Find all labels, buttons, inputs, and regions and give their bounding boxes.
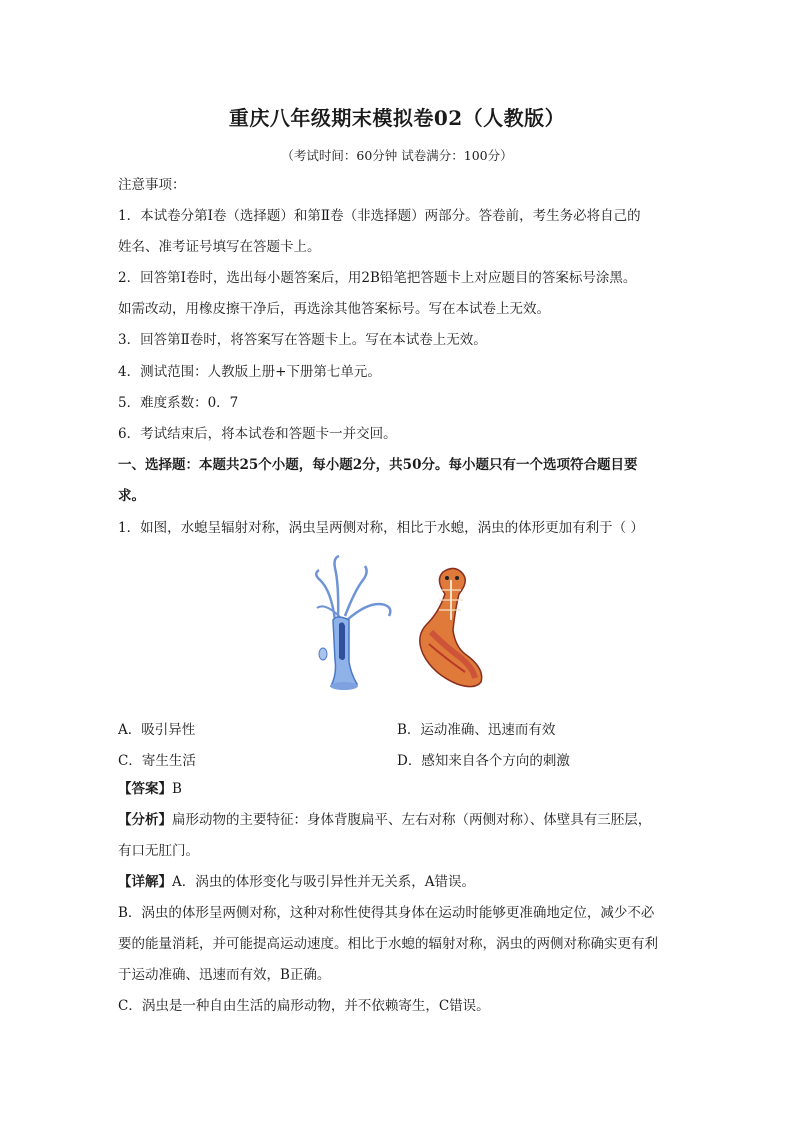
hydra-image [316, 556, 390, 690]
detail-b-line: 要的能量消耗，并可能提高运动速度。相比于水螅的辐射对称，涡虫的两侧对称确实更有利 [118, 936, 658, 952]
analysis-label: 【分析】 [118, 812, 172, 828]
analysis-line [118, 811, 678, 829]
section-heading-cont: 求。 [118, 488, 145, 504]
answer-label: 【答案】 [118, 781, 172, 797]
option-b: B．运动准确、迅速而有效 [397, 722, 556, 738]
detail-label: 【详解】 [118, 874, 172, 890]
planaria-image [420, 568, 482, 686]
note-line: 如需改动，用橡皮擦干净后，再选涂其他答案标号。写在本试卷上无效。 [118, 301, 550, 317]
analysis-cont: 有口无肛门。 [118, 843, 199, 859]
answer-line [118, 780, 678, 798]
analysis-text: 扁形动物的主要特征：身体背腹扁平、左右对称（两侧对称）、体壁具有三胚层， [172, 812, 652, 828]
notes-heading: 注意事项： [118, 177, 186, 193]
detail-b-line: 于运动准确、迅速而有效，B正确。 [118, 967, 331, 983]
page-title: 重庆八年级期末模拟卷02（人教版） [228, 106, 566, 130]
note-line: 5．难度系数：0．7 [118, 395, 239, 411]
note-line: 2．回答第Ⅰ卷时，选出每小题答案后，用2B铅笔把答题卡上对应题目的答案标号涂黑。 [118, 270, 637, 286]
question-figure [305, 550, 495, 700]
detail-a: A．涡虫的体形变化与吸引异性并无关系，A错误。 [172, 874, 475, 890]
exam-info: （考试时间：60分钟 试卷满分：100分） [281, 148, 513, 163]
option-c: C．寄生生活 [118, 753, 196, 769]
note-line: 姓名、准考证号填写在答题卡上。 [118, 239, 321, 255]
note-line: 3．回答第Ⅱ卷时，将答案写在答题卡上。写在本试卷上无效。 [118, 332, 487, 348]
option-d: D．感知来自各个方向的刺激 [397, 753, 570, 769]
figure-svg [305, 550, 495, 700]
detail-c: C．涡虫是一种自由生活的扁形动物，并不依赖寄生，C错误。 [118, 998, 490, 1014]
detail-b-line: B．涡虫的体形呈两侧对称，这种对称性使得其身体在运动时能够更准确地定位，减少不必 [118, 905, 655, 921]
option-a: A．吸引异性 [118, 722, 196, 738]
question-stem: 1．如图，水螅呈辐射对称，涡虫呈两侧对称，相比于水螅，涡虫的体形更加有利于（ ） [118, 520, 644, 536]
section-heading: 一、选择题：本题共25个小题，每小题2分，共50分。每小题只有一个选项符合题目要 [118, 457, 638, 473]
note-line: 1．本试卷分第Ⅰ卷（选择题）和第Ⅱ卷（非选择题）两部分。答卷前，考生务必将自己的 [118, 208, 641, 224]
answer-value: B [172, 781, 182, 797]
note-line: 6．考试结束后，将本试卷和答题卡一并交回。 [118, 426, 397, 442]
detail-line [118, 873, 678, 891]
note-line: 4．测试范围：人教版上册+下册第七单元。 [118, 364, 381, 380]
